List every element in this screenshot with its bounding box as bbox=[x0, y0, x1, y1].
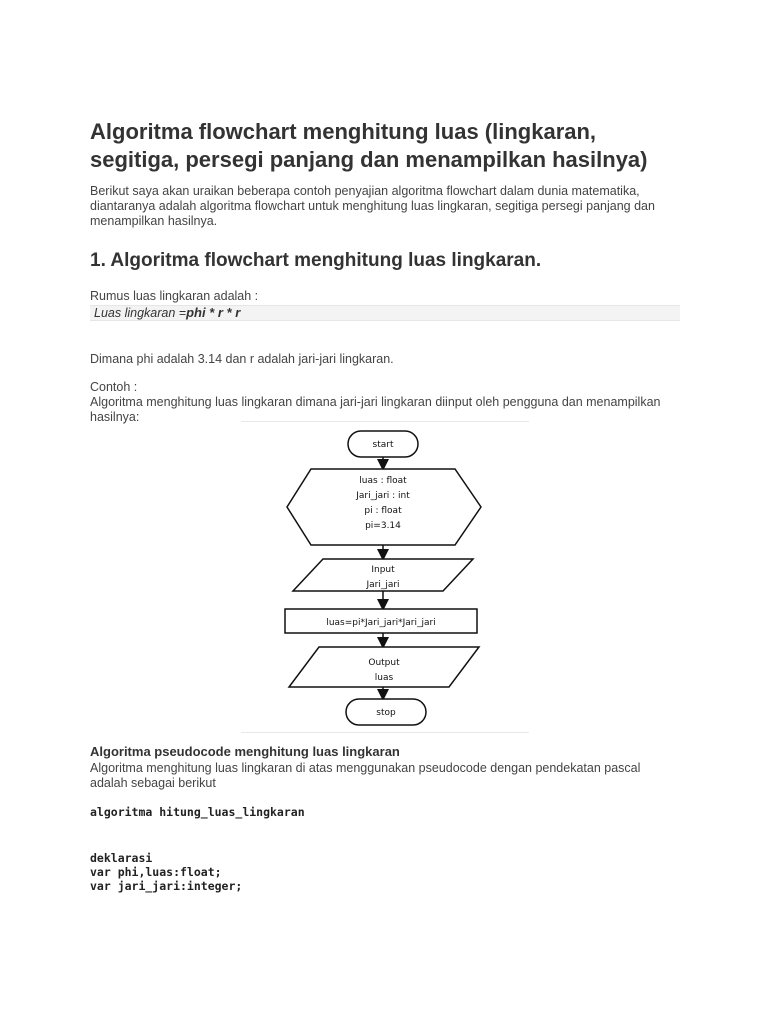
page-title: Algoritma flowchart menghitung luas (lingkaran, segitiga, persegi panjang dan menampilkan hasilnya) bbox=[90, 119, 648, 172]
stop-label: stop bbox=[376, 708, 396, 718]
input-line-1: Input bbox=[371, 565, 395, 575]
decl-line-4: pi=3.14 bbox=[365, 521, 401, 531]
flowchart-figure bbox=[241, 421, 529, 733]
code-line-algoritma: algoritma hitung_luas_lingkaran bbox=[90, 805, 305, 819]
decl-line-2: Jari_jari : int bbox=[356, 491, 410, 501]
where-paragraph: Dimana phi adalah 3.14 dan r adalah jari-jari lingkaran. bbox=[90, 352, 394, 366]
contoh-paragraph: Algoritma menghitung luas lingkaran dimana jari-jari lingkaran diinput oleh pengguna dan menampilkan hasilnya: bbox=[90, 395, 661, 424]
decl-line-3: pi : float bbox=[364, 506, 402, 516]
intro-paragraph: Berikut saya akan uraikan beberapa contoh penyajian algoritma flowchart dalam dunia matematika, diantaranya adalah algoritma flowchart untuk menghitung luas lingkaran, segitiga persegi panjang dan menampilkan hasilnya. bbox=[90, 184, 655, 228]
code-block-deklarasi bbox=[90, 851, 242, 893]
code-line-deklarasi: deklarasi bbox=[90, 851, 153, 865]
output-line-1: Output bbox=[368, 658, 400, 668]
formula-expression: phi * r * r bbox=[186, 305, 241, 320]
input-line-2: Jari_jari bbox=[366, 580, 400, 590]
code-line-var-jari: var jari_jari:integer; bbox=[90, 879, 243, 893]
section-heading-lingkaran: 1. Algoritma flowchart menghitung luas lingkaran. bbox=[90, 250, 542, 271]
pseudocode-title: Algoritma pseudocode menghitung luas lingkaran bbox=[90, 744, 400, 759]
code-line-var-phi: var phi,luas:float; bbox=[90, 865, 222, 879]
formula-box bbox=[90, 305, 680, 321]
formula-prefix: Luas lingkaran = bbox=[94, 306, 187, 320]
pseudocode-description: Algoritma menghitung luas lingkaran di atas menggunakan pseudocode dengan pendekatan pascal adalah sebagai berikut bbox=[90, 761, 641, 790]
decl-line-1: luas : float bbox=[359, 476, 407, 486]
article bbox=[90, 118, 680, 893]
formula-label: Rumus luas lingkaran adalah : bbox=[90, 289, 259, 303]
output-line-2: luas bbox=[374, 673, 394, 683]
process-label: luas=pi*Jari_jari*Jari_jari bbox=[326, 618, 436, 628]
contoh-label: Contoh : bbox=[90, 380, 138, 394]
start-label: start bbox=[372, 440, 394, 450]
